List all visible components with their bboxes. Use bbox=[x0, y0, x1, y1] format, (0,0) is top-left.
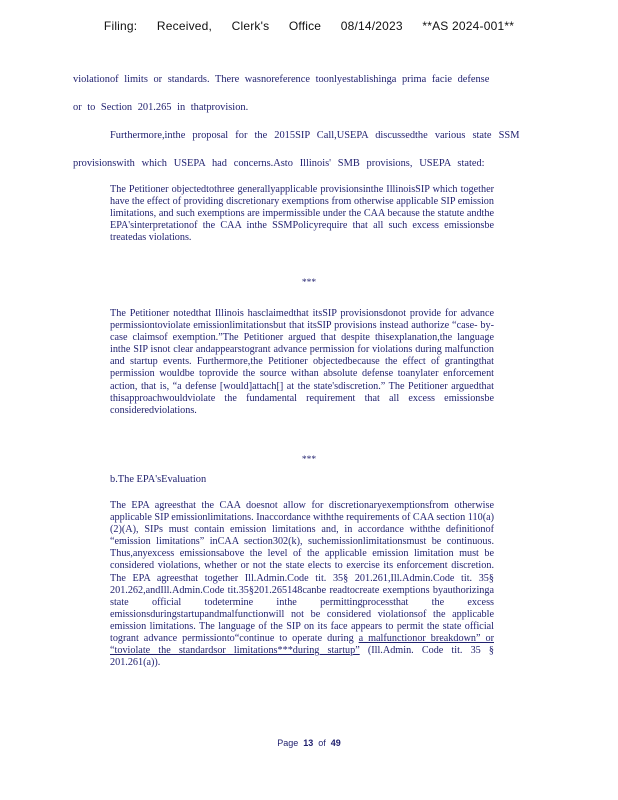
header-clerk: Clerk's bbox=[231, 19, 270, 33]
block-quote-1: The Petitioner objectedtothree generallyapplicable provisionsinthe IllinoisSIP which together have the effect of providing discretionary exemptions from otherwise applicable SIP emission limitations, and such exemptions are impermissible under the CAA because the statute andthe EPA'sinterpretationof the CAA inthe SSMPolicyrequire that all such excess emissionsbe treatedas violations. bbox=[110, 184, 494, 244]
footer-total-pages: 49 bbox=[330, 738, 341, 748]
quote-3-underlined-citation[interactable]: a malfunctionor breakdown” or “toviolate the standardsor limitations***during startup” bbox=[110, 633, 494, 657]
block-quote-2: The Petitioner notedthat Illinois hasclaimedthat itsSIP provisionsdonot provide for advance permissiontoviolate emissionlimitationsbut that itsSIP provisions instead authorize “case- by-case claimsof exemption.”The Petitioner argued that despite thisexplanation,the language inthe SIP isnot clear andappearstogrant advance permission for violations during malfunction and startup events. Furthermore,the Petitioner objectedbecause the effect of grantingthat permission wouldbe toprovide the source withan absolute defense toanylater enforcement action, that is, “a defense [would]attach[] at the state'sdiscretion.” The Petitioner arguedthat thisapproachwouldviolate the fundamental requirement that all excess emissionsbe consideredviolations. bbox=[110, 308, 494, 416]
header-date: 08/14/2023 bbox=[340, 19, 403, 33]
body-line-2: or to Section 201.265 in thatprovision. bbox=[73, 102, 249, 113]
ellipsis-stars-2: *** bbox=[301, 455, 317, 465]
section-subheading: b.The EPA'sEvaluation bbox=[110, 474, 207, 485]
body-line-4: provisionswith which USEPA had concerns.Asto Illinois' SMB provisions, USEPA stated: bbox=[73, 158, 485, 169]
footer-of-label: of bbox=[318, 738, 326, 748]
block-quote-3 bbox=[110, 500, 494, 669]
header-received: Received, bbox=[156, 19, 213, 33]
page-footer bbox=[0, 738, 618, 748]
quote-3-tail: (Ill.Admin. Code tit. 35 § 201.261(a)). bbox=[110, 645, 494, 669]
header-office: Office bbox=[288, 19, 322, 33]
body-line-3: Furthermore,inthe proposal for the 2015SIP Call,USEPA discussedthe various state SSM bbox=[110, 130, 520, 141]
body-line-1: violationof limits or standards. There wasnoreference toonlyestablishinga prima facie defense bbox=[73, 74, 490, 85]
header-filing: Filing: bbox=[103, 19, 138, 33]
footer-page-number: 13 bbox=[303, 738, 314, 748]
filing-header bbox=[0, 19, 618, 33]
ellipsis-stars-1: *** bbox=[301, 278, 317, 288]
header-case-number: **AS 2024-001** bbox=[422, 19, 515, 33]
footer-page-label: Page bbox=[277, 738, 299, 748]
quote-3-text: The EPA agreesthat the CAA doesnot allow for discretionaryexemptionsfrom otherwise applicable SIP emissionlimitations. Inaccordance withthe requirements of CAA section 110(a)(2)(A), SIPs must contain emission limitations and, in accordance withthe definitionof “emission limitations” inCAA section302(k), suchemissionlimitationsmust be continuous. Thus,anyexcess emissionsabove the level of the applicable emission limitation must be considered violations, whether or not the state elects to exercise its enforcement discretion. The EPA agreesthat together Ill.Admin.Code tit. 35§ 201.261,Ill.Admin.Code tit. 35§ 201.262,andIll.Admin.Code tit.35§201.265148canbe readtocreate exemptions byauthorizinga state official todetermine inthe permittingprocessthat the excess emissionsduringstartupandmalfunctionwill not be considered violationsof the applicable emission limitations. The language of the SIP on its face appears to permit the state official togrant advance permissionto“continue to operate during bbox=[110, 500, 495, 645]
